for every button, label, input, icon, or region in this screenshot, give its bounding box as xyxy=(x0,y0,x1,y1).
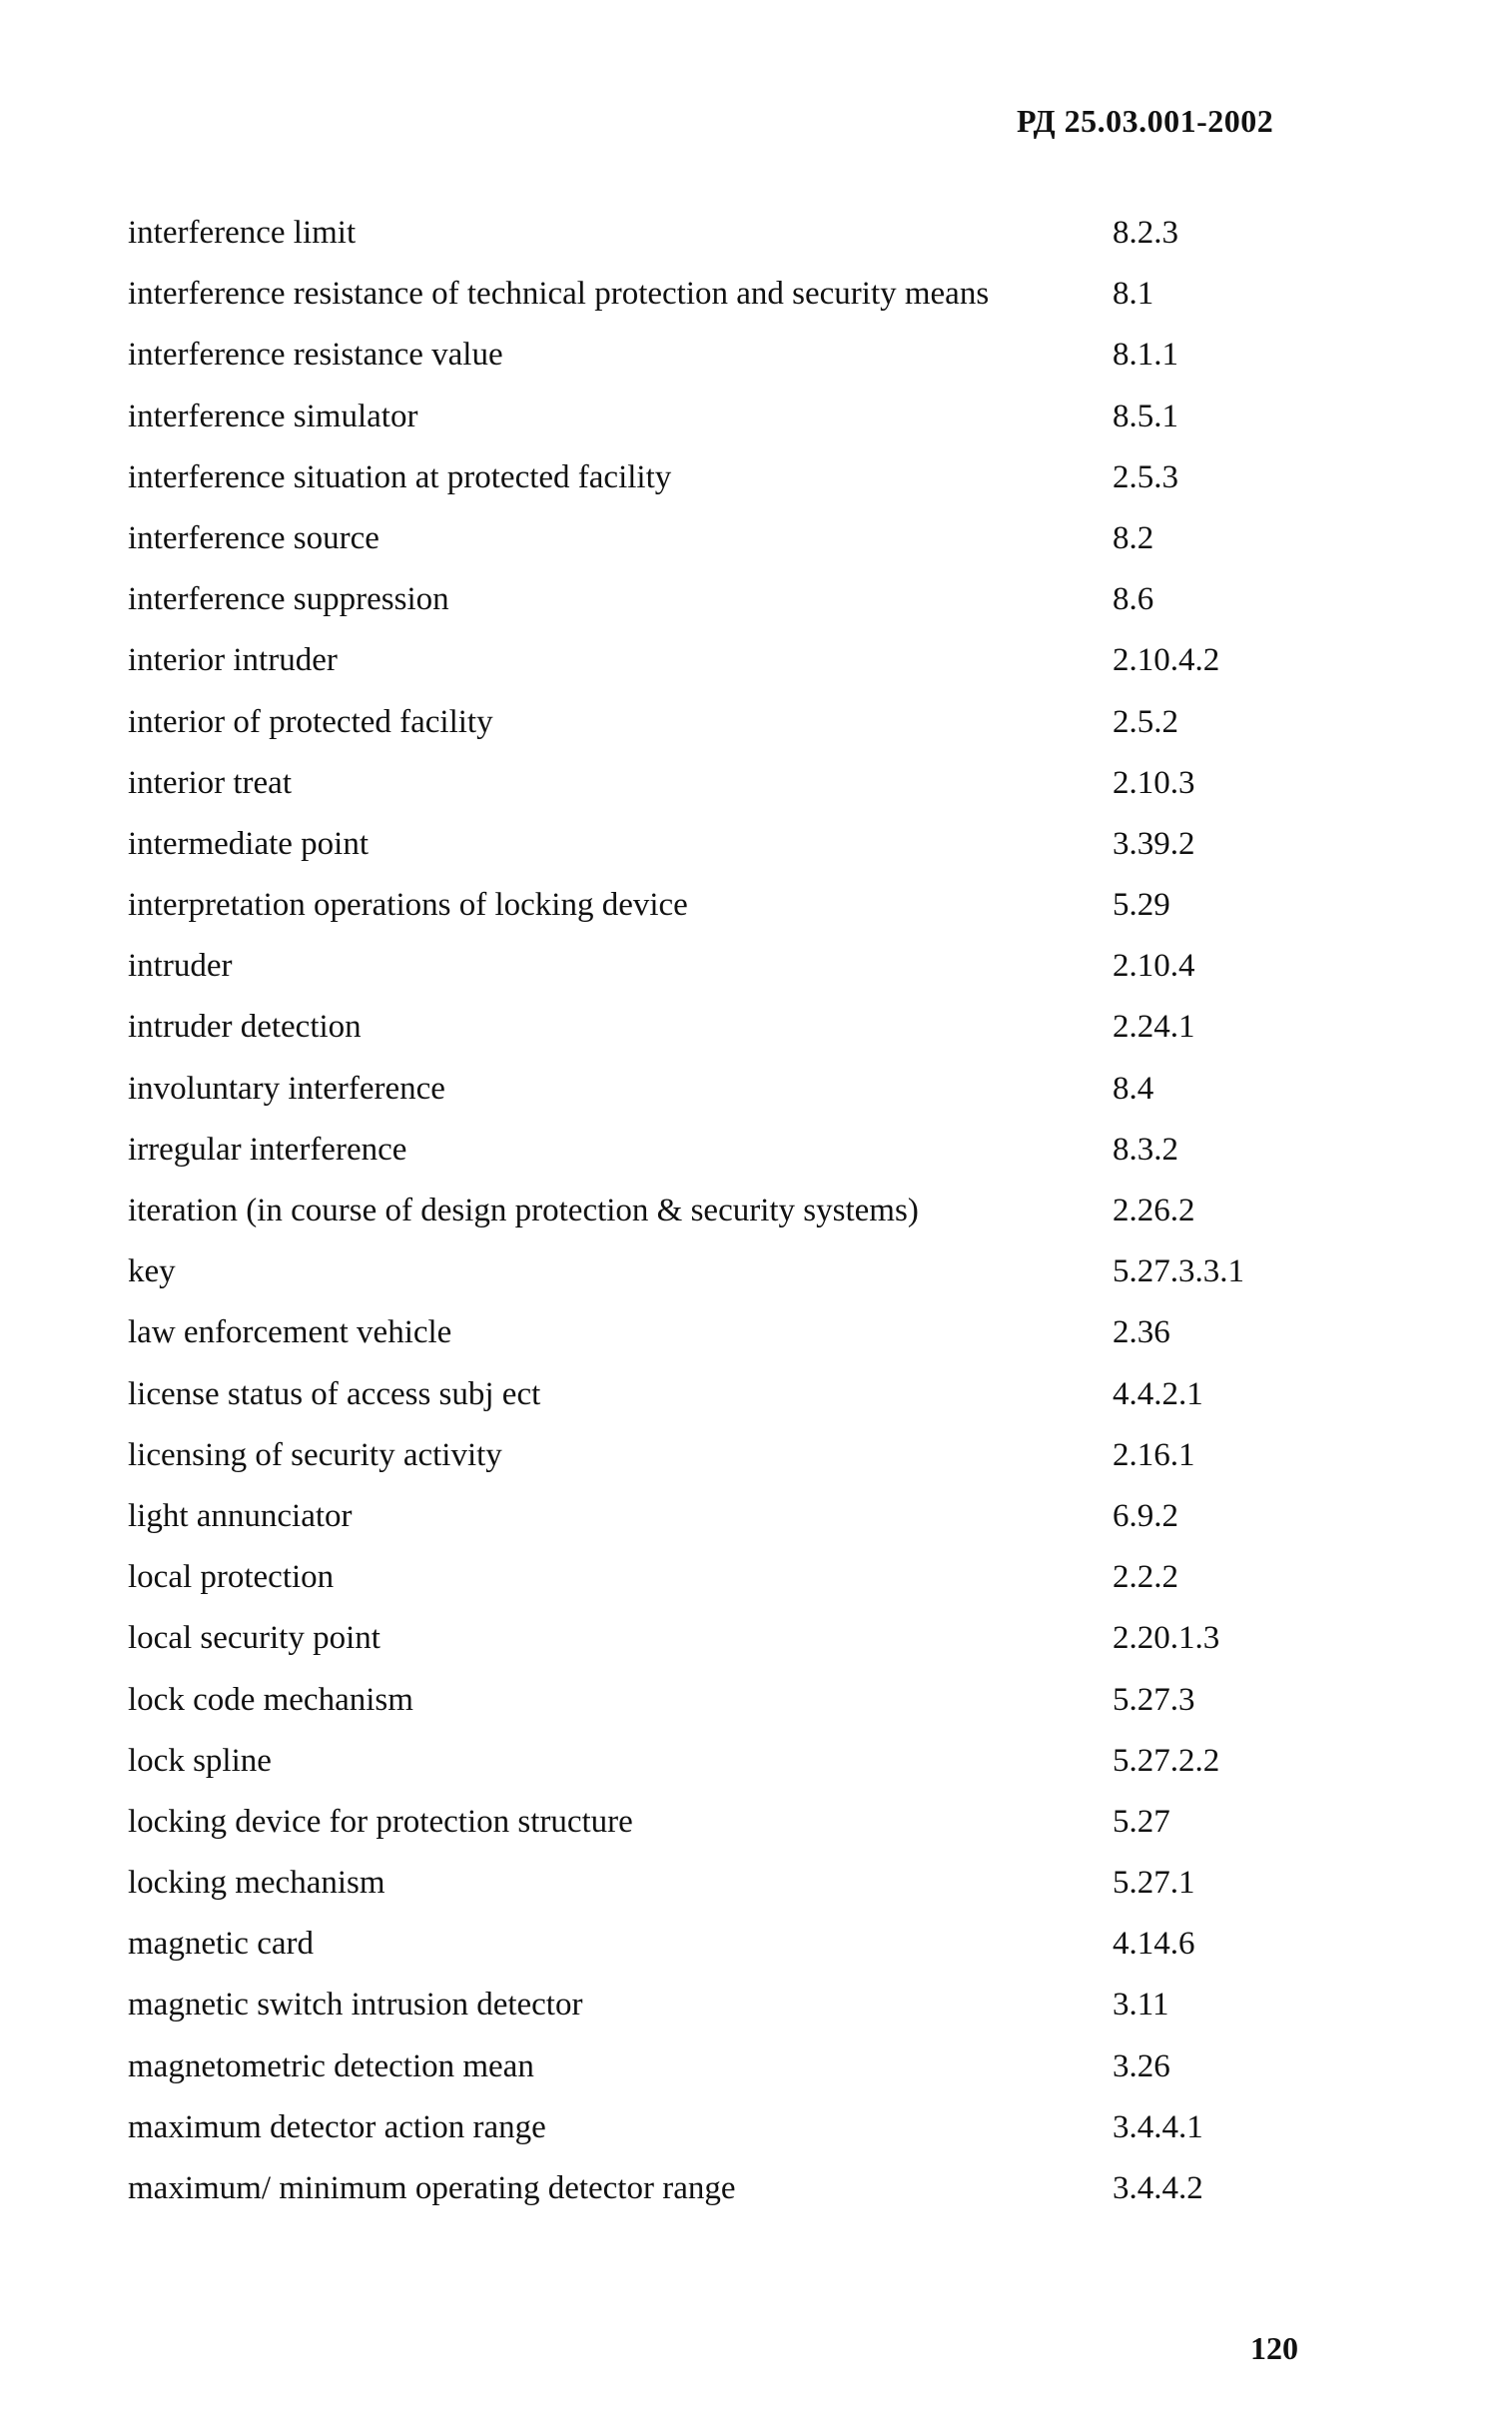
index-entry xyxy=(128,1364,1326,1425)
index-term: local security point xyxy=(128,1620,380,1657)
index-reference: 3.11 xyxy=(1113,1987,1169,2024)
index-reference: 2.10.4 xyxy=(1113,948,1195,985)
index-reference: 3.39.2 xyxy=(1113,825,1195,862)
index-term: light annunciator xyxy=(128,1497,353,1534)
index-entry xyxy=(128,997,1326,1058)
index-term: interference limit xyxy=(128,215,357,251)
index-term: involuntary interference xyxy=(128,1070,445,1107)
index-entry xyxy=(128,2097,1326,2158)
index-term: lock code mechanism xyxy=(128,1681,413,1718)
index-term: locking device for protection structure xyxy=(128,1803,633,1840)
index-term: interior of protected facility xyxy=(128,703,493,740)
index-term: intruder detection xyxy=(128,1009,362,1046)
index-term: magnetometric detection mean xyxy=(128,2047,534,2084)
document-code: РД 25.03.001-2002 xyxy=(1017,103,1274,139)
index-term: maximum/ minimum operating detector range xyxy=(128,2170,736,2206)
index-term: lock spline xyxy=(128,1742,272,1779)
index-entry xyxy=(128,1547,1326,1608)
index-reference: 5.27.3.3.1 xyxy=(1113,1253,1244,1290)
index-reference: 2.24.1 xyxy=(1113,1009,1195,1046)
index-reference: 4.14.6 xyxy=(1113,1926,1195,1963)
index-term: interference source xyxy=(128,519,379,556)
index-entry xyxy=(128,1975,1326,2035)
index-entry xyxy=(128,1425,1326,1486)
index-reference: 2.16.1 xyxy=(1113,1436,1195,1473)
index-reference: 3.26 xyxy=(1113,2047,1170,2084)
index-reference: 8.2 xyxy=(1113,519,1154,556)
index-entry xyxy=(128,569,1326,630)
index-reference: 3.4.4.2 xyxy=(1113,2170,1203,2206)
index-term: irregular interference xyxy=(128,1131,407,1168)
index-reference: 2.2.2 xyxy=(1113,1559,1178,1596)
index-reference: 8.6 xyxy=(1113,581,1154,618)
index-entry xyxy=(128,1670,1326,1731)
index-reference: 2.36 xyxy=(1113,1314,1170,1351)
index-entry xyxy=(128,1181,1326,1241)
index-term: maximum detector action range xyxy=(128,2108,546,2145)
index-term: interpretation operations of locking device xyxy=(128,887,688,924)
index-entry xyxy=(128,264,1326,325)
index-reference: 2.10.4.2 xyxy=(1113,642,1220,679)
index-entry xyxy=(128,2036,1326,2097)
index-entry xyxy=(128,1059,1326,1120)
index-reference: 5.27 xyxy=(1113,1803,1170,1840)
index-entry xyxy=(128,325,1326,386)
index-term: interference suppression xyxy=(128,581,449,618)
index-entry xyxy=(128,1792,1326,1853)
index-term: interior treat xyxy=(128,764,293,801)
index-reference: 8.2.3 xyxy=(1113,215,1178,251)
index-term: magnetic switch intrusion detector xyxy=(128,1987,583,2024)
index-entry xyxy=(128,508,1326,569)
index-reference: 2.5.2 xyxy=(1113,703,1178,740)
index-entry xyxy=(128,1302,1326,1363)
index-reference: 5.29 xyxy=(1113,887,1170,924)
index-reference: 2.10.3 xyxy=(1113,764,1195,801)
index-entry xyxy=(128,1853,1326,1914)
index-entry xyxy=(128,447,1326,508)
index-reference: 5.27.3 xyxy=(1113,1681,1195,1718)
index-reference: 2.20.1.3 xyxy=(1113,1620,1220,1657)
index-term: license status of access subj ect xyxy=(128,1375,541,1412)
index-entry xyxy=(128,875,1326,936)
index-list xyxy=(128,203,1326,2219)
index-entry xyxy=(128,1241,1326,1302)
index-term: iteration (in course of design protection & security systems) xyxy=(128,1193,919,1228)
index-reference: 3.4.4.1 xyxy=(1113,2108,1203,2145)
index-entry xyxy=(128,1486,1326,1547)
index-reference: 6.9.2 xyxy=(1113,1497,1178,1534)
index-entry xyxy=(128,753,1326,814)
index-term: key xyxy=(128,1253,176,1290)
page-number: 120 xyxy=(1250,2330,1298,2366)
index-entry xyxy=(128,2158,1326,2219)
index-reference: 2.5.3 xyxy=(1113,458,1178,495)
index-entry xyxy=(128,1914,1326,1975)
index-reference: 8.1 xyxy=(1113,276,1154,313)
index-reference: 5.27.1 xyxy=(1113,1865,1195,1902)
index-reference: 8.1.1 xyxy=(1113,337,1178,374)
index-term: intruder xyxy=(128,948,233,985)
index-term: intermediate point xyxy=(128,825,370,862)
index-term: local protection xyxy=(128,1559,335,1596)
index-term: magnetic card xyxy=(128,1926,314,1963)
index-entry xyxy=(128,814,1326,875)
index-reference: 4.4.2.1 xyxy=(1113,1375,1203,1412)
index-term: interference resistance value xyxy=(128,337,503,374)
index-reference: 2.26.2 xyxy=(1113,1193,1195,1228)
index-reference: 8.4 xyxy=(1113,1070,1154,1107)
index-term: law enforcement vehicle xyxy=(128,1314,452,1351)
index-term: interference situation at protected facility xyxy=(128,458,672,495)
index-term: licensing of security activity xyxy=(128,1436,502,1473)
index-entry xyxy=(128,1120,1326,1181)
index-term: locking mechanism xyxy=(128,1865,385,1902)
index-entry xyxy=(128,692,1326,753)
index-entry xyxy=(128,1731,1326,1792)
index-entry xyxy=(128,387,1326,447)
index-entry xyxy=(128,936,1326,997)
index-term: interference simulator xyxy=(128,398,418,434)
index-entry xyxy=(128,1608,1326,1669)
index-reference: 8.5.1 xyxy=(1113,398,1178,434)
index-term: interference resistance of technical protection and security means xyxy=(128,276,990,313)
index-entry xyxy=(128,630,1326,691)
index-entry xyxy=(128,203,1326,264)
index-reference: 5.27.2.2 xyxy=(1113,1742,1220,1779)
index-reference: 8.3.2 xyxy=(1113,1131,1178,1168)
index-term: interior intruder xyxy=(128,642,338,679)
